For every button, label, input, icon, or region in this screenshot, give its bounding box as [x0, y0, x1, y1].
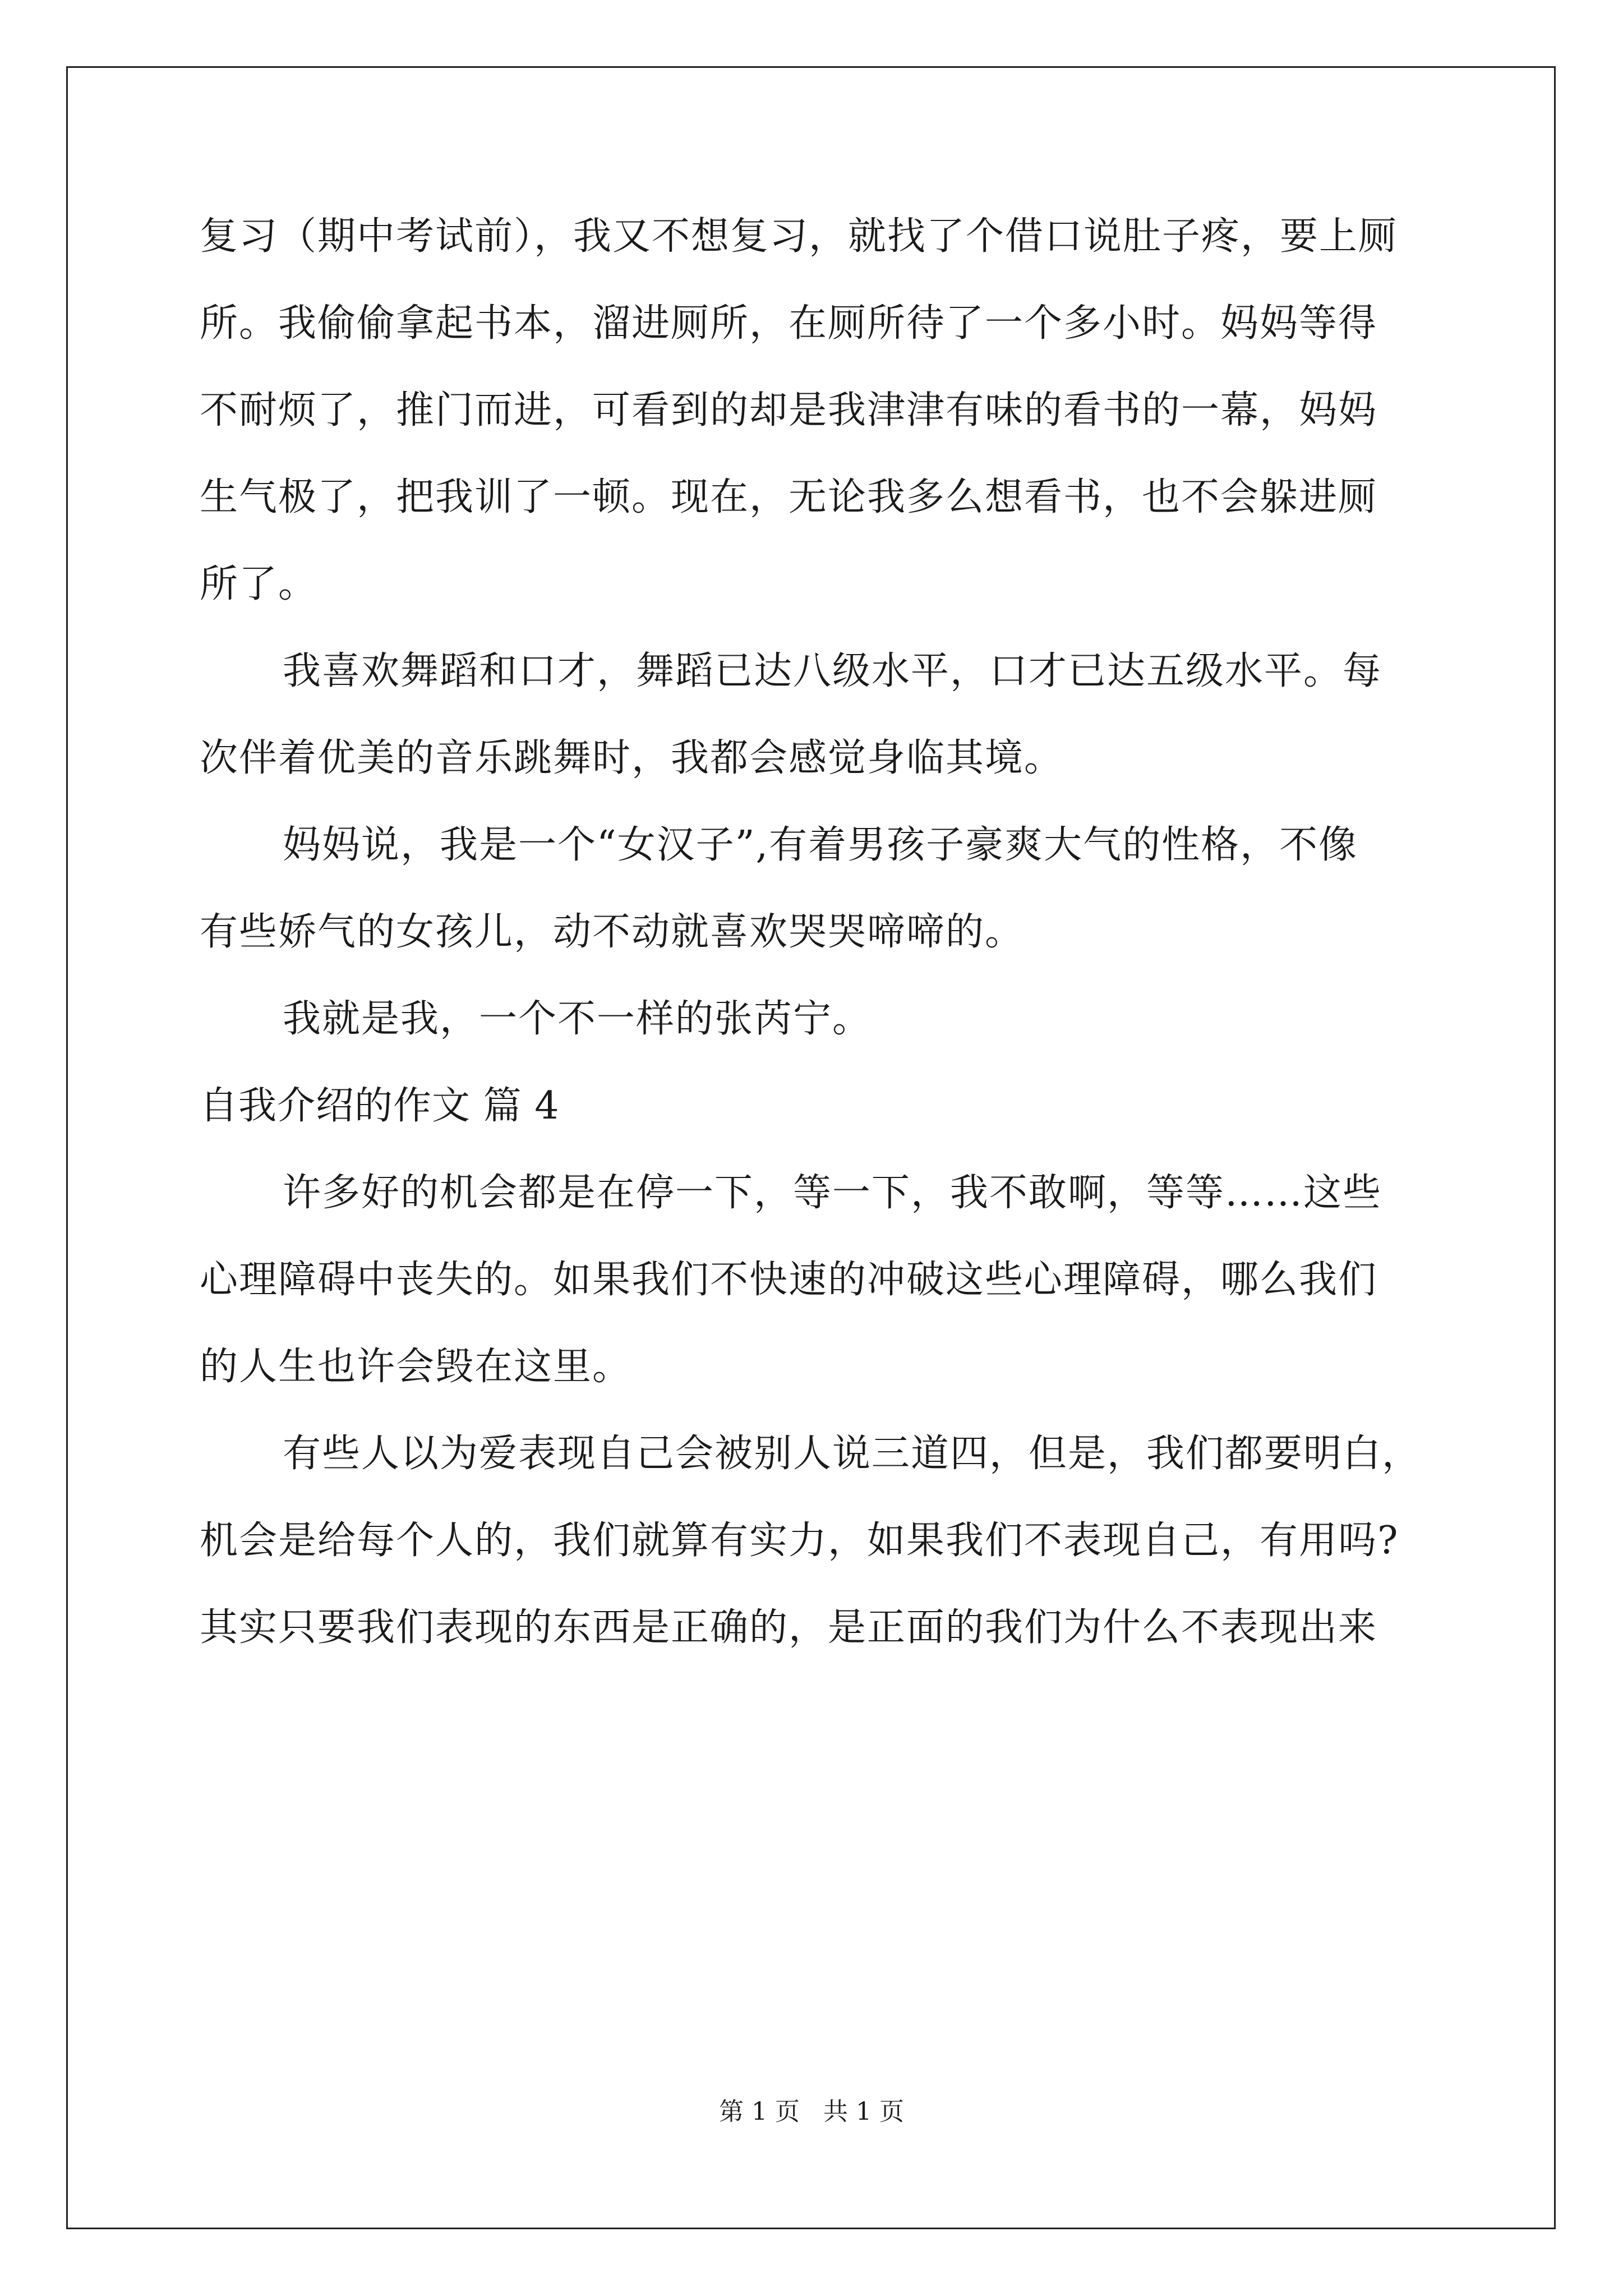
text-line: 复习（期中考试前），我又不想复习，就找了个借口说肚子疼，要上厕 [200, 214, 1398, 259]
text-line: 我喜欢舞蹈和口才，舞蹈已达八级水平，口才已达五级水平。每 [283, 649, 1382, 693]
section-heading: 自我介绍的作文 篇 4 [200, 1084, 560, 1128]
text-line: 妈妈说，我是一个“女汉子”,有着男孩子豪爽大气的性格，不像 [283, 823, 1358, 867]
text-line: 有些娇气的女孩儿，动不动就喜欢哭哭啼啼的。 [200, 910, 1025, 954]
text-line: 所。我偷偷拿起书本，溜进厕所，在厕所待了一个多小时。妈妈等得 [200, 301, 1378, 346]
text-line: 心理障碍中丧失的。如果我们不快速的冲破这些心理障碍，哪么我们 [200, 1258, 1378, 1302]
text-line: 其实只要我们表现的东西是正确的，是正面的我们为什么不表现出来 [200, 1605, 1378, 1650]
text-line: 许多好的机会都是在停一下，等一下，我不敢啊，等等……这些 [283, 1171, 1382, 1215]
text-line: 不耐烦了，推门而进，可看到的却是我津津有味的看书的一幕，妈妈 [200, 388, 1378, 432]
text-line: 机会是给每个人的，我们就算有实力，如果我们不表现自己，有用吗? [200, 1519, 1399, 1563]
page-number-footer: 第 1 页 共 1 页 [719, 2097, 904, 2126]
text-line: 有些人以为爱表现自己会被别人说三道四，但是，我们都要明白， [283, 1432, 1422, 1476]
text-line: 我就是我，一个不一样的张芮宁。 [283, 997, 872, 1041]
text-line: 生气极了，把我训了一顿。现在，无论我多么想看书，也不会躲进厕 [200, 475, 1378, 519]
text-line: 次伴着优美的音乐跳舞时，我都会感觉身临其境。 [200, 736, 1064, 780]
text-line: 所了。 [200, 562, 318, 606]
text-line: 的人生也许会毁在这里。 [200, 1345, 632, 1389]
